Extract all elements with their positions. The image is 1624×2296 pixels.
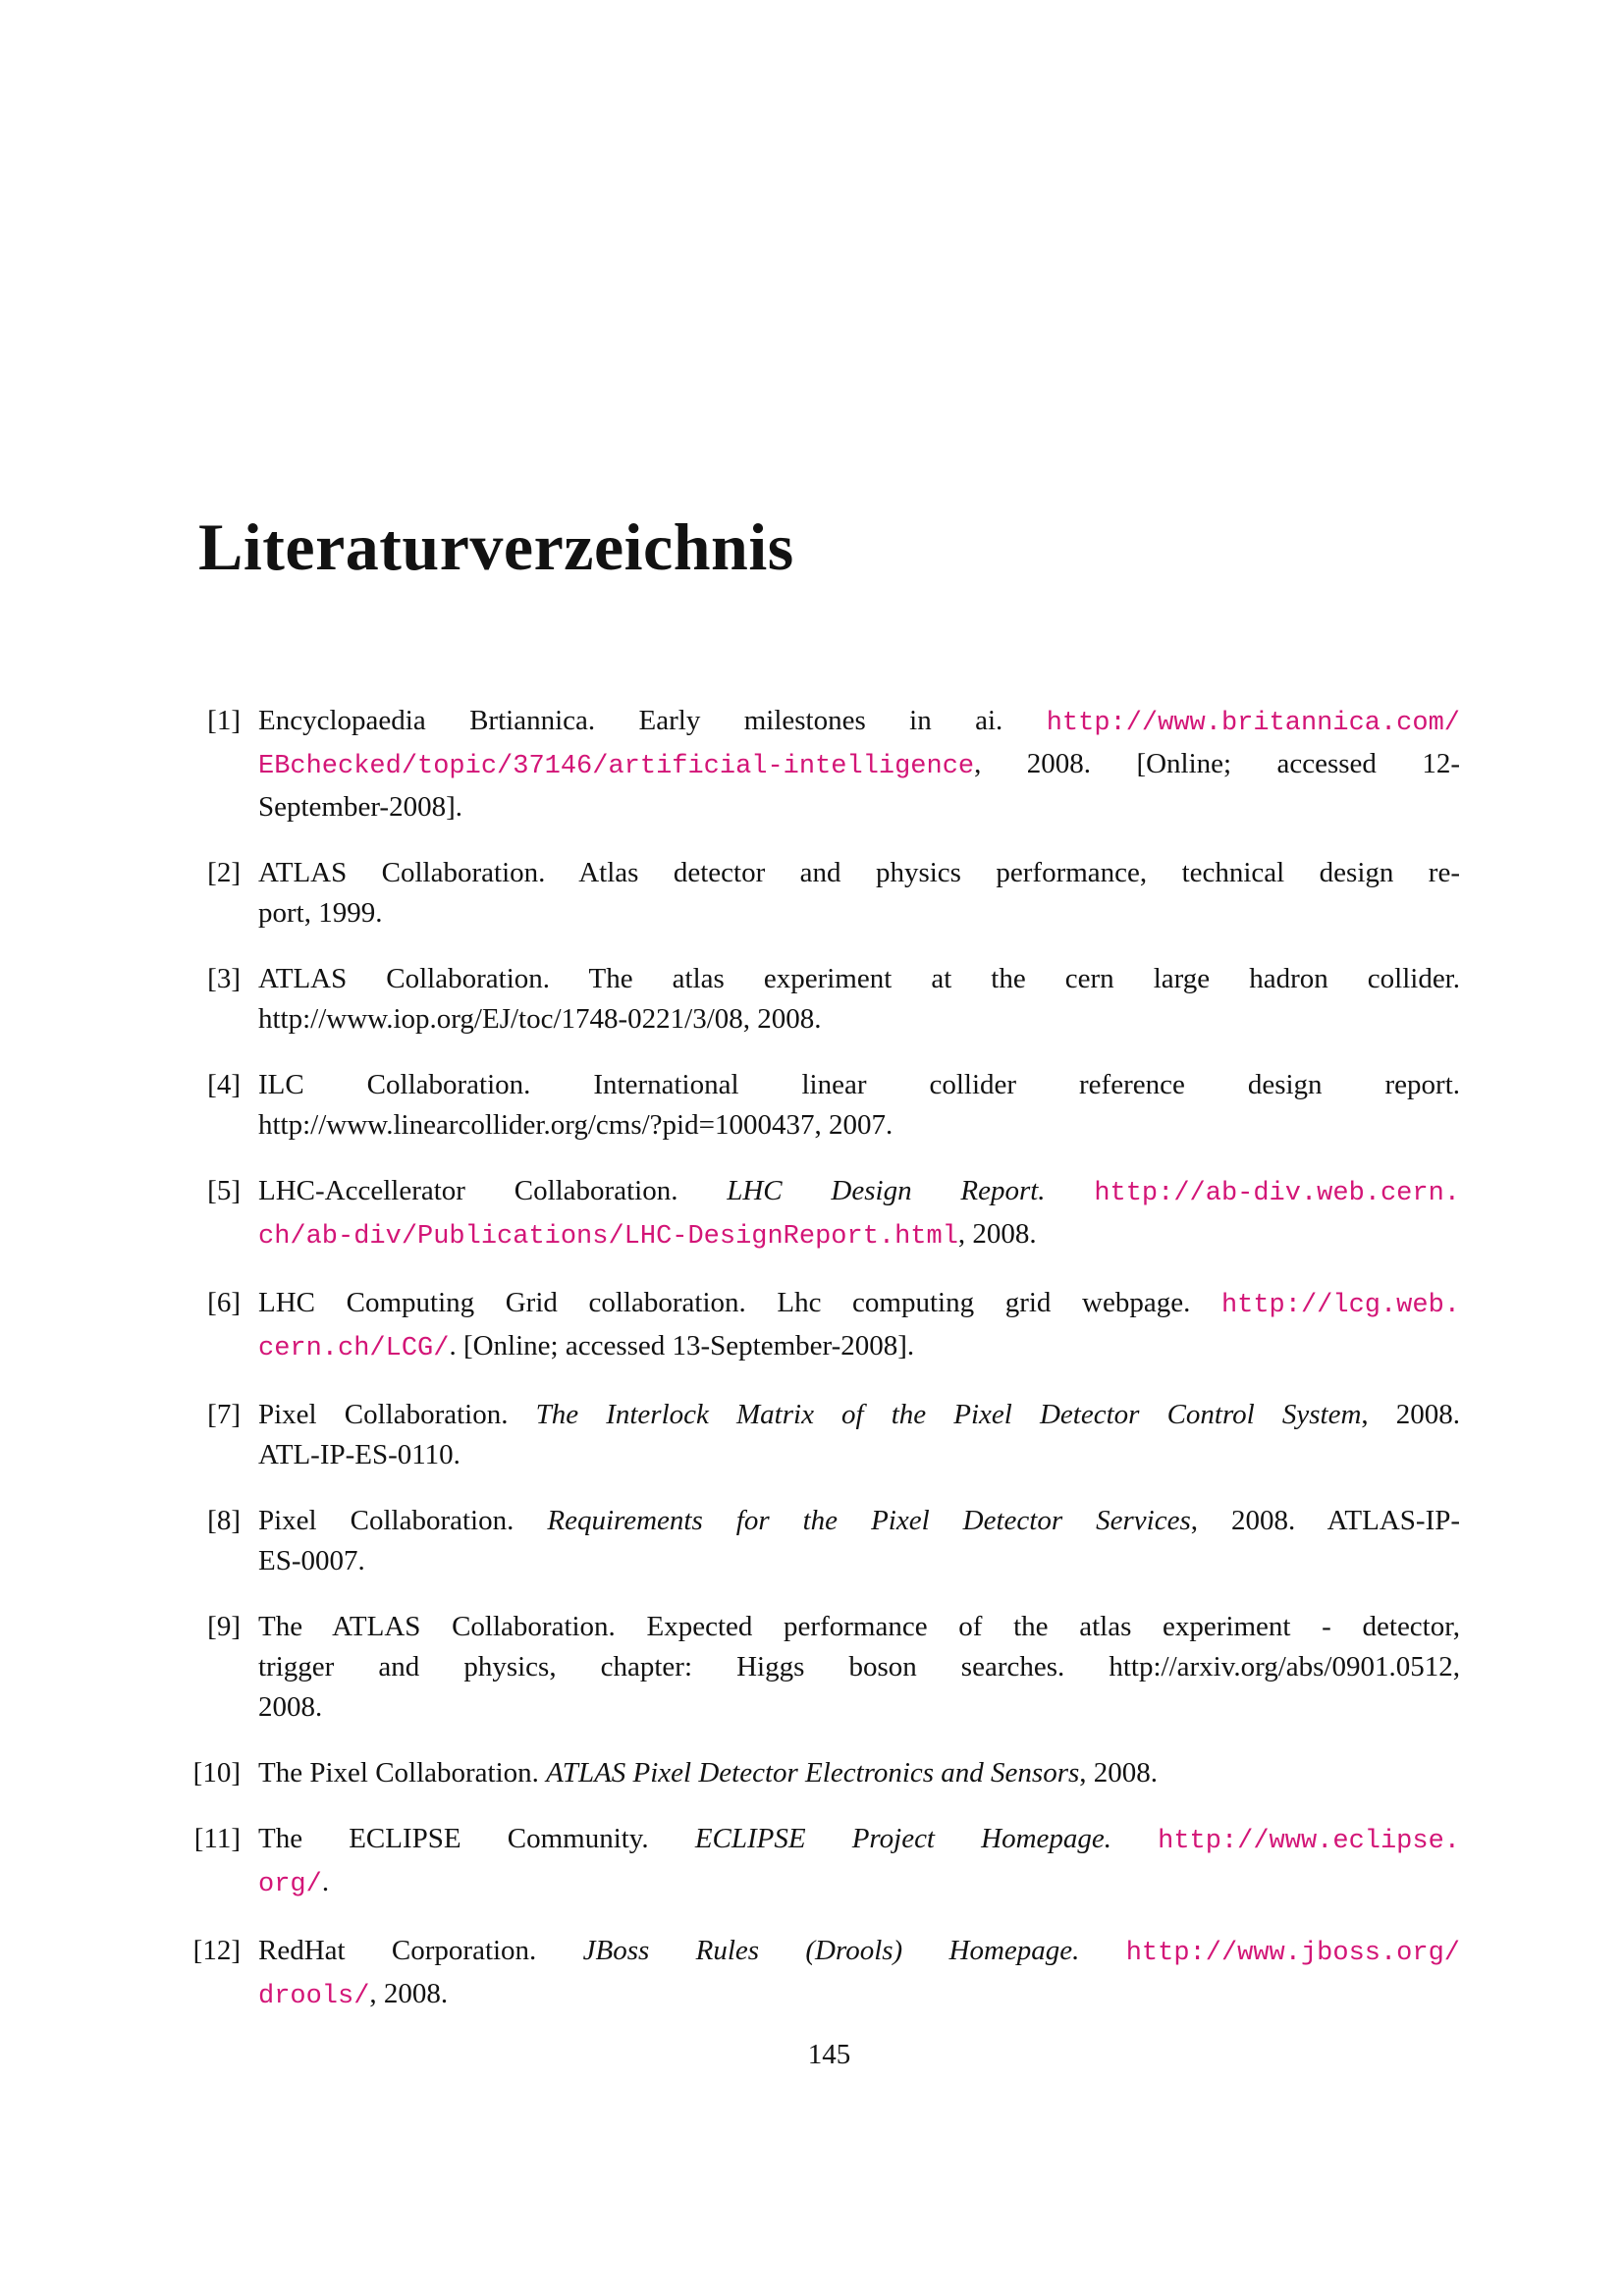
reference-line <box>258 1435 1460 1475</box>
reference-lines <box>258 1283 1460 1369</box>
reference-text-segment: Encyclopaedia Brtiannica. Early milestones in ai. <box>258 705 1047 736</box>
reference-text-segment: port, 1999. <box>258 897 383 929</box>
reference-label: [6] <box>207 1287 241 1318</box>
reference-text-segment: The ECLIPSE Community. <box>258 1823 695 1854</box>
reference-url-link[interactable]: http://www.eclipse. <box>1158 1827 1460 1856</box>
reference-url-link[interactable]: cern.ch/LCG/ <box>258 1334 450 1363</box>
reference-text-segment: . [Online; accessed 13-September-2008]. <box>449 1330 915 1362</box>
reference-text-segment: ATLAS Collaboration. The atlas experiment at the cern large hadron collider. <box>258 963 1460 994</box>
reference-line <box>258 959 1460 999</box>
reference-text-segment: . <box>321 1866 330 1897</box>
reference-line <box>258 1395 1460 1435</box>
reference-line <box>258 999 1460 1040</box>
reference-label: [2] <box>207 857 241 888</box>
reference-text-segment: trigger and physics, chapter: Higgs boson searches. http://arxiv.org/abs/0901.0512, <box>258 1651 1460 1682</box>
page-number: 145 <box>807 2039 851 2070</box>
reference-text-segment: http://www.linearcollider.org/cms/?pid=1000437, 2007. <box>258 1109 893 1141</box>
reference-label: [11] <box>193 1823 241 1854</box>
reference-line <box>258 1753 1460 1793</box>
reference-text-segment: ATL-IP-ES-0110. <box>258 1439 460 1470</box>
reference-line <box>258 1501 1460 1541</box>
reference-lines <box>258 1171 1460 1257</box>
reference-label: [12] <box>192 1935 241 1966</box>
reference-line <box>258 744 1460 787</box>
reference-url-link[interactable]: drools/ <box>258 1982 370 2011</box>
reference-lines <box>258 1501 1460 1581</box>
bibliography-list <box>192 701 1461 2043</box>
reference-label: [8] <box>207 1505 241 1536</box>
reference-lines <box>258 853 1460 934</box>
reference-text-segment: LHC Computing Grid collaboration. Lhc computing grid webpage. <box>258 1287 1221 1318</box>
reference-url-link[interactable]: ch/ab-div/Publications/LHC-DesignReport.html <box>258 1222 958 1252</box>
reference-label: [1] <box>207 705 241 736</box>
reference-line <box>258 1214 1460 1257</box>
reference-line <box>258 1326 1460 1369</box>
reference-lines <box>258 701 1460 828</box>
reference-item <box>192 1753 1460 1793</box>
reference-url-link[interactable]: http://ab-div.web.cern. <box>1094 1179 1460 1208</box>
reference-item <box>207 1171 1460 1257</box>
reference-text-segment: http://www.iop.org/EJ/toc/1748-0221/3/08, 2008. <box>258 1003 822 1035</box>
reference-text-segment: RedHat Corporation. <box>258 1935 583 1966</box>
reference-lines <box>258 959 1460 1040</box>
reference-item <box>207 959 1460 1040</box>
reference-line <box>258 1974 1460 2017</box>
reference-line <box>258 1541 1460 1581</box>
reference-line <box>258 787 1460 828</box>
reference-line <box>258 1065 1460 1105</box>
reference-label: [3] <box>207 963 241 994</box>
reference-lines <box>258 1931 1460 2017</box>
reference-label: [4] <box>207 1069 241 1100</box>
reference-line <box>258 1687 1460 1728</box>
reference-item <box>207 701 1460 828</box>
reference-item <box>207 1501 1461 1581</box>
reference-url-link[interactable]: http://www.jboss.org/ <box>1125 1939 1460 1968</box>
reference-lines <box>258 1395 1460 1475</box>
reference-text-segment: , 2008. <box>957 1218 1037 1250</box>
reference-text-segment: ATLAS Collaboration. Atlas detector and physics performance, technical design re- <box>258 857 1460 888</box>
reference-text-segment: , 2008. ATLAS-IP- <box>1190 1505 1461 1536</box>
reference-item <box>192 1931 1460 2017</box>
reference-text-segment: JBoss Rules (Drools) Homepage. <box>582 1935 1126 1966</box>
reference-url-link[interactable]: org/ <box>258 1870 322 1899</box>
reference-text-segment: The ATLAS Collaboration. Expected performance of the atlas experiment - detector, <box>258 1611 1460 1642</box>
reference-lines <box>258 1607 1460 1728</box>
reference-text-segment: ECLIPSE Project Homepage. <box>694 1823 1159 1854</box>
reference-text-segment: ES-0007. <box>258 1545 365 1576</box>
reference-line <box>258 1819 1460 1862</box>
reference-label: [10] <box>192 1757 241 1789</box>
reference-label: [9] <box>207 1611 241 1642</box>
reference-text-segment: Pixel Collaboration. <box>258 1399 536 1430</box>
reference-line <box>258 1647 1460 1687</box>
reference-text-segment: The Interlock Matrix of the Pixel Detector Control System <box>535 1399 1362 1430</box>
reference-line <box>258 1105 1460 1146</box>
reference-text-segment: 2008. <box>258 1691 323 1723</box>
reference-line <box>258 1862 1460 1905</box>
reference-lines <box>258 1819 1460 1905</box>
reference-item <box>207 1283 1460 1369</box>
reference-lines <box>258 1753 1460 1793</box>
reference-label: [7] <box>207 1399 241 1430</box>
reference-line <box>258 893 1460 934</box>
reference-line <box>258 1931 1460 1974</box>
reference-line <box>258 1171 1460 1214</box>
reference-text-segment: , 2008. [Online; accessed 12- <box>974 748 1460 779</box>
reference-line <box>258 1607 1460 1647</box>
reference-text-segment: The Pixel Collaboration. <box>258 1757 547 1789</box>
chapter-title: Literaturverzeichnis <box>198 509 794 584</box>
reference-text-segment: ILC Collaboration. International linear collider reference design report. <box>258 1069 1460 1100</box>
reference-item <box>207 853 1460 934</box>
reference-url-link[interactable]: http://lcg.web. <box>1220 1291 1460 1320</box>
reference-text-segment: September-2008]. <box>258 791 462 823</box>
reference-text-segment: , 2008. <box>1361 1399 1461 1430</box>
reference-text-segment: Requirements for the Pixel Detector Services <box>547 1505 1191 1536</box>
reference-item <box>193 1819 1460 1905</box>
reference-url-link[interactable]: http://www.britannica.com/ <box>1046 709 1460 738</box>
reference-text-segment: , 2008. <box>369 1978 449 2009</box>
reference-text-segment: ATLAS Pixel Detector Electronics and Sensors <box>546 1757 1080 1789</box>
reference-item <box>207 1395 1461 1475</box>
reference-line <box>258 853 1460 893</box>
reference-lines <box>258 1065 1460 1146</box>
reference-item <box>207 1607 1460 1728</box>
reference-text-segment: LHC-Accellerator Collaboration. <box>258 1175 728 1206</box>
reference-url-link[interactable]: EBchecked/topic/37146/artificial-intelligence <box>258 752 975 781</box>
reference-line <box>258 1283 1460 1326</box>
reference-text-segment: , 2008. <box>1079 1757 1159 1789</box>
reference-line <box>258 701 1460 744</box>
reference-label: [5] <box>207 1175 241 1206</box>
reference-text-segment: Pixel Collaboration. <box>258 1505 548 1536</box>
reference-item <box>207 1065 1460 1146</box>
reference-text-segment: LHC Design Report. <box>727 1175 1095 1206</box>
